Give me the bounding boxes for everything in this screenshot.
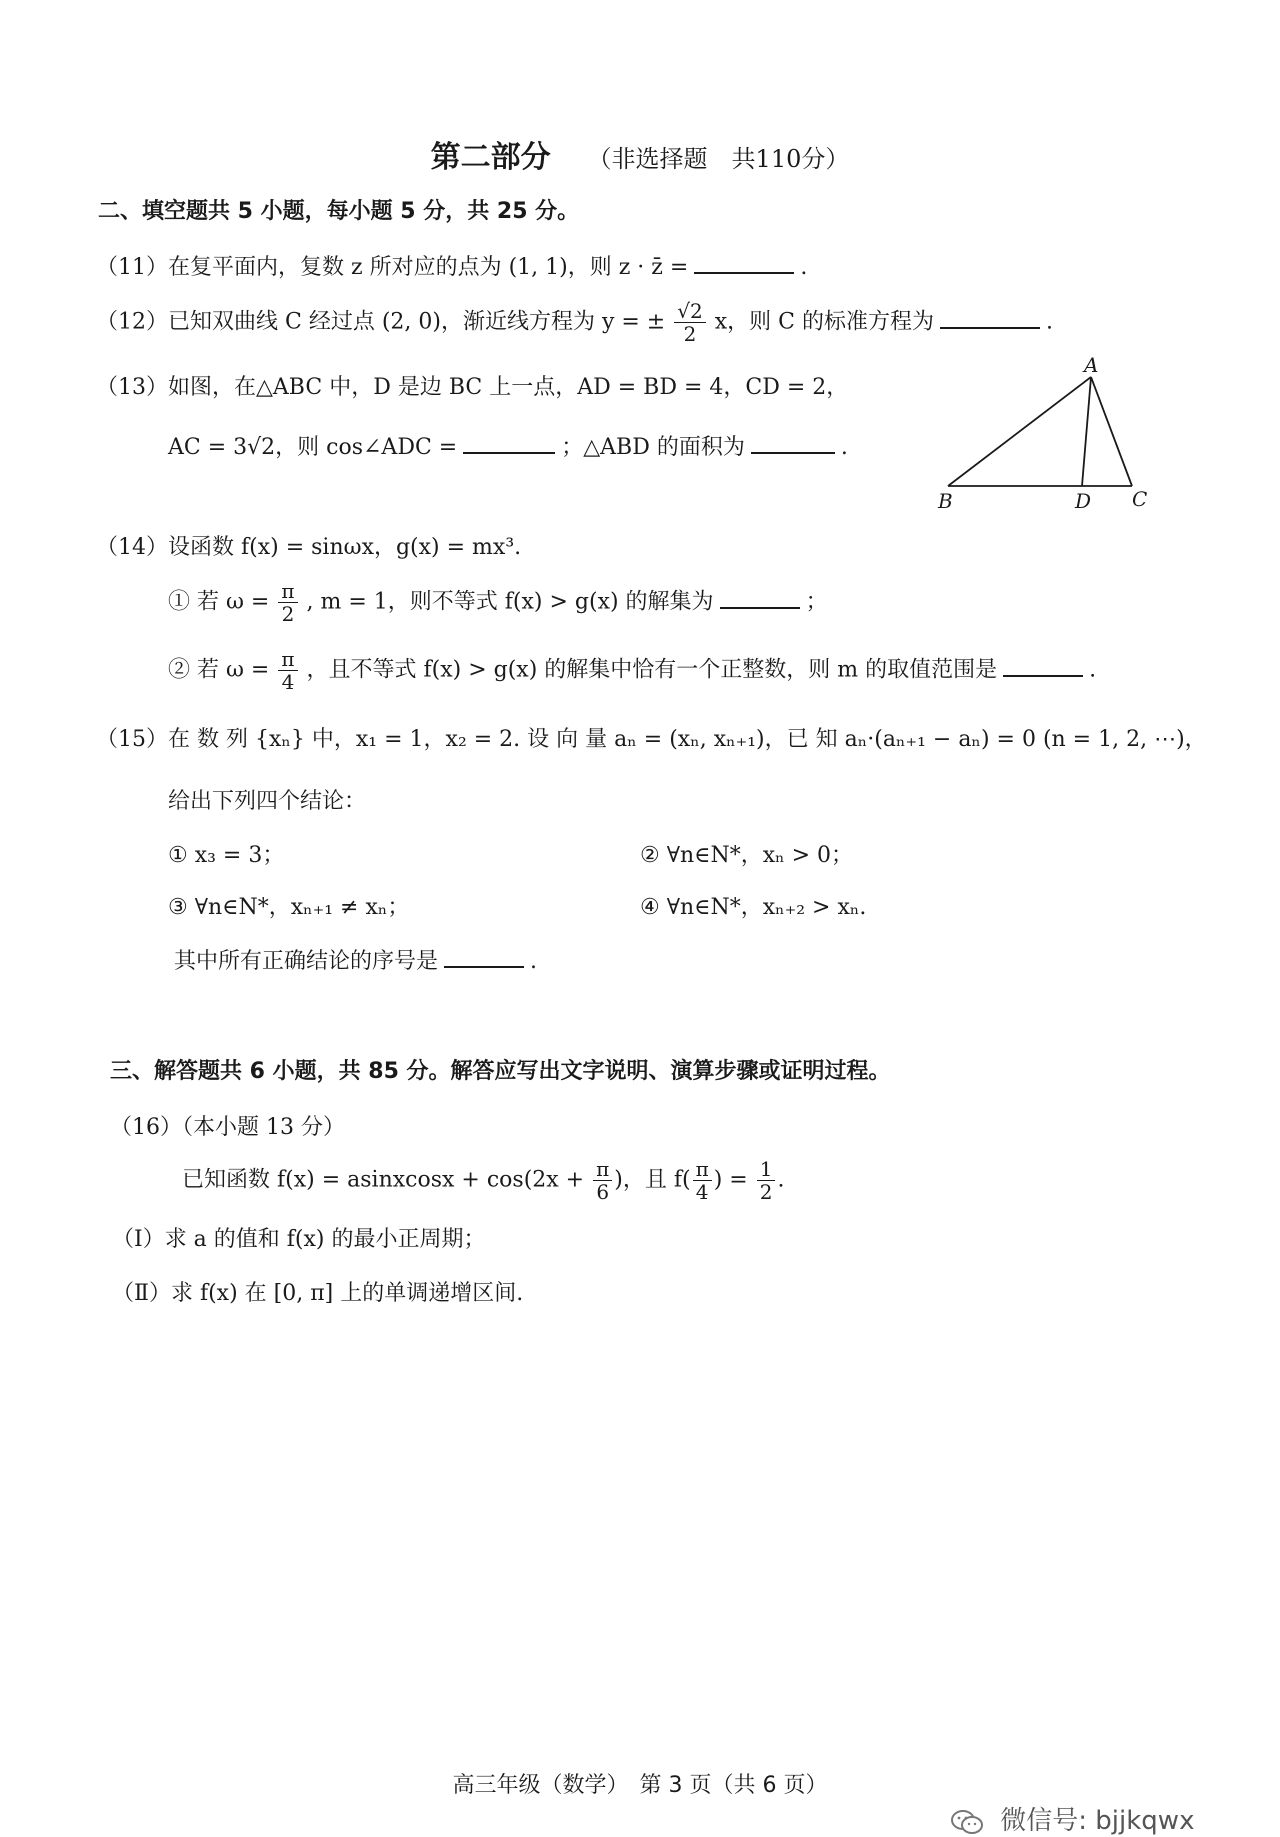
question-15-line1 xyxy=(96,722,1207,753)
punct: . xyxy=(1089,657,1097,683)
watermark xyxy=(950,1800,1194,1837)
fraction xyxy=(674,300,705,345)
side-ab xyxy=(948,377,1091,486)
label-d: D xyxy=(1075,489,1092,513)
fraction xyxy=(278,648,297,693)
question-15-line2: 给出下列四个结论： xyxy=(168,789,367,814)
question-13-line2 xyxy=(168,430,848,461)
side-ac xyxy=(1091,377,1132,486)
conclusion-2: ② ∀n∈N*，xₙ > 0； xyxy=(640,843,854,868)
fraction xyxy=(693,1158,712,1203)
question-text: 设函数 f(x) = sinωx，g(x) = mx³. xyxy=(168,535,522,560)
question-number: （15） xyxy=(96,727,168,752)
punct: . xyxy=(777,1167,785,1193)
question-16-part1: （Ⅰ）求 a 的值和 f(x) 的最小正周期； xyxy=(112,1227,486,1252)
question-11 xyxy=(96,250,807,281)
label-c: C xyxy=(1132,487,1148,511)
part-subtitle: （非选择题 共110分） xyxy=(587,145,850,173)
fraction-denominator: 2 xyxy=(683,322,697,346)
fraction-numerator: √2 xyxy=(674,300,705,323)
question-text: AC = 3√2，则 cos∠ADC = xyxy=(168,435,458,460)
question-text: ② 若 ω = xyxy=(168,657,270,683)
section2-heading: 二、填空题共 5 小题，每小题 5 分，共 25 分。 xyxy=(98,199,580,224)
fraction-numerator: π xyxy=(278,580,297,603)
answer-blank[interactable] xyxy=(720,585,800,609)
fraction-denominator: 2 xyxy=(281,602,295,626)
fraction-denominator: 2 xyxy=(759,1180,773,1204)
conclusion-1: ① x₃ = 3； xyxy=(168,843,285,868)
question-text: ) = xyxy=(713,1167,748,1193)
page-footer: 高三年级（数学） 第 3 页（共 6 页） xyxy=(452,1773,828,1798)
fraction-denominator: 4 xyxy=(695,1180,709,1204)
fraction-denominator: 6 xyxy=(596,1180,610,1204)
section3-heading: 三、解答题共 6 小题，共 85 分。解答应写出文字说明、演算步骤或证明过程。 xyxy=(110,1059,891,1084)
part-title: 第二部分 xyxy=(430,140,551,175)
answer-blank[interactable] xyxy=(694,250,794,274)
fraction-numerator: π xyxy=(693,1158,712,1181)
answer-blank[interactable] xyxy=(940,305,1040,329)
question-14-part1 xyxy=(168,580,828,625)
fraction xyxy=(278,580,297,625)
answer-blank[interactable] xyxy=(463,430,555,454)
wechat-logo-icon xyxy=(950,1809,984,1835)
fraction-numerator: π xyxy=(278,648,297,671)
label-a: A xyxy=(1084,355,1099,377)
question-number: （11） xyxy=(96,255,168,280)
question-number: （13） xyxy=(96,375,168,400)
question-text: ，且不等式 f(x) > g(x) 的解集中恰有一个正整数，则 m 的取值范围是 xyxy=(306,657,998,683)
segment-ad xyxy=(1082,377,1091,486)
question-16-part2: （Ⅱ）求 f(x) 在 [0, π] 上的单调递增区间. xyxy=(112,1281,524,1306)
watermark-text: 微信号: bjjkqwx xyxy=(1000,1806,1195,1836)
question-12 xyxy=(96,300,1053,345)
fraction xyxy=(757,1158,776,1203)
punct: ； xyxy=(805,589,828,615)
question-text: )，且 f( xyxy=(614,1167,691,1193)
question-text: x，则 C 的标准方程为 xyxy=(714,309,934,335)
punct: . xyxy=(530,949,538,974)
punct: . xyxy=(840,435,848,460)
punct: . xyxy=(800,255,808,280)
fraction xyxy=(593,1158,612,1203)
fraction-numerator: π xyxy=(593,1158,612,1181)
triangle-figure xyxy=(920,355,1160,515)
question-text: ① 若 ω = xyxy=(168,589,270,615)
answer-blank[interactable] xyxy=(751,430,835,454)
question-14-part2 xyxy=(168,648,1096,693)
conclusion-4: ④ ∀n∈N*，xₙ₊₂ > xₙ. xyxy=(640,895,867,920)
question-text: 其中所有正确结论的序号是 xyxy=(174,949,439,974)
punct: . xyxy=(1045,309,1053,335)
question-text: , m = 1，则不等式 f(x) > g(x) 的解集为 xyxy=(306,589,714,615)
question-number: （14） xyxy=(96,535,168,560)
answer-blank[interactable] xyxy=(1003,653,1083,677)
conclusion-3: ③ ∀n∈N*，xₙ₊₁ ≠ xₙ； xyxy=(168,895,410,920)
question-14-line1 xyxy=(96,530,521,561)
fraction-numerator: 1 xyxy=(757,1158,776,1181)
fraction-denominator: 4 xyxy=(281,670,295,694)
answer-blank[interactable] xyxy=(444,944,524,968)
question-text: 在复平面内，复数 z 所对应的点为 (1, 1)，则 z · z̄ = xyxy=(168,255,689,280)
question-15-last xyxy=(174,944,537,975)
question-number: （12） xyxy=(96,309,168,335)
page-title xyxy=(0,132,1280,176)
question-text: 如图，在△ABC 中，D 是边 BC 上一点，AD = BD = 4，CD = 2， xyxy=(168,375,849,400)
question-text: 在 数 列 {xₙ} 中，x₁ = 1，x₂ = 2. 设 向 量 aₙ = (xₙ, xₙ₊₁)，已 知 aₙ·(aₙ₊₁ − aₙ) = 0 (n = 1, 2, ⋯)， xyxy=(168,727,1207,752)
question-16-stem xyxy=(182,1158,784,1203)
question-text: 已知双曲线 C 经过点 (2, 0)，渐近线方程为 y = ± xyxy=(168,309,666,335)
question-13-line1 xyxy=(96,370,848,401)
question-16-header: （16）（本小题 13 分） xyxy=(110,1115,345,1140)
question-text: ；△ABD 的面积为 xyxy=(561,435,745,460)
question-text: 已知函数 f(x) = asinxcosx + cos(2x + xyxy=(182,1167,585,1193)
label-b: B xyxy=(938,489,953,513)
